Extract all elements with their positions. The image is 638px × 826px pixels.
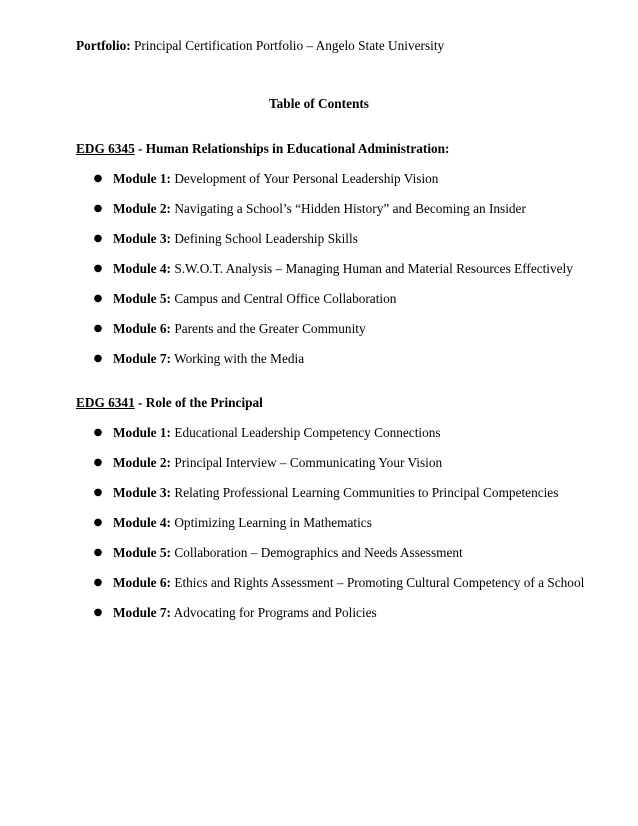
- bullet-icon: ●: [93, 233, 103, 244]
- bullet-icon: ●: [93, 173, 103, 184]
- module-title: Optimizing Learning in Mathematics: [171, 515, 372, 530]
- bullet-icon: ●: [93, 293, 103, 304]
- bullet-icon: ●: [93, 457, 103, 468]
- module-title: S.W.O.T. Analysis – Managing Human and Material Resources Effectively: [171, 261, 573, 276]
- module-label: Module 1:: [113, 171, 171, 186]
- module-title: Principal Interview – Communicating Your Vision: [171, 455, 443, 470]
- module-title: Parents and the Greater Community: [171, 321, 366, 336]
- bullet-icon: ●: [93, 323, 103, 334]
- bullet-icon: ●: [93, 517, 103, 528]
- bullet-icon: ●: [93, 607, 103, 618]
- module-label: Module 5:: [113, 545, 171, 560]
- module-title: Working with the Media: [171, 351, 305, 366]
- module-title: Ethics and Rights Assessment – Promoting Cultural Competency of a School: [171, 575, 585, 590]
- module-title: Collaboration – Demographics and Needs Assessment: [171, 545, 463, 560]
- module-label: Module 7:: [113, 351, 171, 366]
- course-code-link[interactable]: EDG 6341: [76, 395, 135, 410]
- module-label: Module 1:: [113, 425, 171, 440]
- module-label: Module 2:: [113, 201, 171, 216]
- module-label: Module 4:: [113, 261, 171, 276]
- module-title: Educational Leadership Competency Connections: [171, 425, 441, 440]
- bullet-icon: ●: [93, 547, 103, 558]
- section-heading-edg-6341: [76, 395, 263, 411]
- module-label: Module 3:: [113, 485, 171, 500]
- bullet-icon: ●: [93, 487, 103, 498]
- module-label: Module 2:: [113, 455, 171, 470]
- section-heading-edg-6345: [76, 141, 450, 157]
- module-label: Module 7:: [113, 605, 171, 620]
- bullet-icon: ●: [93, 203, 103, 214]
- module-title: Relating Professional Learning Communities to Principal Competencies: [171, 485, 559, 500]
- module-label: Module 5:: [113, 291, 171, 306]
- module-label: Module 6:: [113, 575, 171, 590]
- module-title: Campus and Central Office Collaboration: [171, 291, 397, 306]
- module-label: Module 6:: [113, 321, 171, 336]
- course-title: - Role of the Principal: [134, 395, 263, 410]
- bullet-icon: ●: [93, 353, 103, 364]
- course-code-link[interactable]: EDG 6345: [76, 141, 135, 156]
- bullet-icon: ●: [93, 577, 103, 588]
- bullet-icon: ●: [93, 263, 103, 274]
- course-title: - Human Relationships in Educational Administration:: [134, 141, 450, 156]
- module-title: Navigating a School’s “Hidden History” and Becoming an Insider: [171, 201, 526, 216]
- portfolio-title: Principal Certification Portfolio – Angelo State University: [130, 38, 445, 53]
- portfolio-header: [76, 38, 444, 54]
- module-title: Defining School Leadership Skills: [171, 231, 358, 246]
- table-of-contents-title: Table of Contents: [269, 96, 369, 111]
- module-label: Module 3:: [113, 231, 171, 246]
- portfolio-label: Portfolio:: [76, 38, 131, 53]
- module-label: Module 4:: [113, 515, 171, 530]
- module-title: Advocating for Programs and Policies: [171, 605, 377, 620]
- bullet-icon: ●: [93, 427, 103, 438]
- module-title: Development of Your Personal Leadership Vision: [171, 171, 439, 186]
